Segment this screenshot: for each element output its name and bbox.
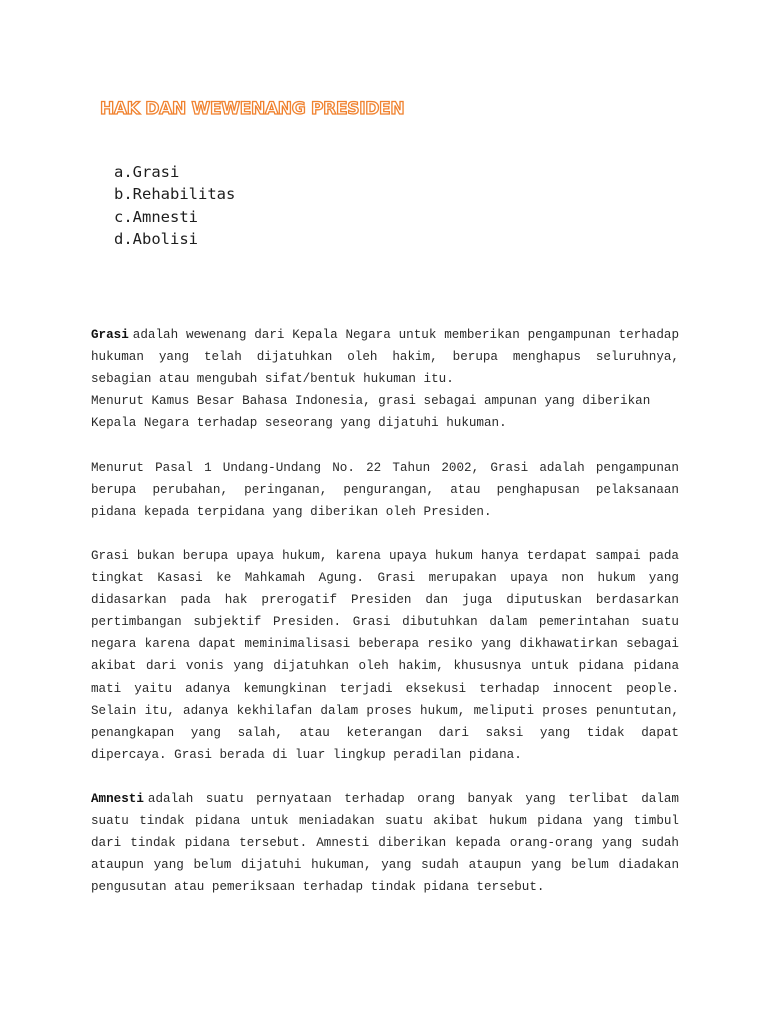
body-text (91, 324, 679, 898)
document-title: HAK DAN WEWENANG PRESIDEN (100, 99, 405, 119)
list-item: d.Abolisi (114, 229, 198, 248)
grasi-explanation-paragraph: Grasi bukan berupa upaya hukum, karena upaya hukum hanya terdapat sampai pada tingkat Kasasi ke Mahkamah Agung. Grasi merupakan upaya non hukum yang didasarkan pada hak prerogatif Presiden dan juga diputuskan berdasarkan pertimbangan subjektif Presiden. Grasi dibutuhkan dalam pemerintahan suatu negara karena dapat meminimalisasi beberapa resiko yang dikhawatirkan sebagai akibat dari vonis yang dijatuhkan oleh hakim, khususnya untuk pidana pidana mati yaitu adanya kemungkinan terjadi eksekusi terhadap innocent people. Selain itu, adanya kekhilafan dalam proses hukum, meliputi proses penuntutan, penangkapan yang salah, atau keterangan dari saksi yang tidak dapat dipercaya. Grasi berada di luar lingkup peradilan pidana. (91, 548, 679, 762)
amnesti-definition-text: adalah suatu pernyataan terhadap orang banyak yang terlibat dalam suatu tindak pidana untuk meniadakan suatu akibat hukum pidana yang timbul dari tindak pidana tersebut. Amnesti diberikan kepada orang-orang yang sudah ataupun yang belum dijatuhi hukuman, yang sudah ataupun yang belum diadakan pengusutan atau pemeriksaan terhadap tindak pidana tersebut. (91, 791, 679, 895)
grasi-definition-paragraph (91, 324, 679, 390)
amnesti-term: Amnesti (91, 791, 144, 806)
list-item: c.Amnesti (114, 207, 198, 226)
pasal-paragraph: Menurut Pasal 1 Undang-Undang No. 22 Tahun 2002, Grasi adalah pengampunan berupa perubahan, peringanan, pengurangan, atau penghapusan pelaksanaan pidana kepada terpidana yang diberikan oleh Presiden. (91, 460, 679, 519)
rights-list (114, 161, 235, 250)
list-item: a.Grasi (114, 163, 180, 181)
kbbi-paragraph: Menurut Kamus Besar Bahasa Indonesia, grasi sebagai ampunan yang diberikan Kepala Negara terhadap seseorang yang dijatuhi hukuman. (91, 394, 651, 431)
grasi-definition-text: adalah wewenang dari Kepala Negara untuk memberikan pengampunan terhadap hukuman yang telah dijatuhkan oleh hakim, berupa menghapus seluruhnya, sebagian atau mengubah sifat/bentuk hukuman itu. (91, 328, 679, 387)
grasi-term: Grasi (91, 328, 129, 342)
amnesti-definition-paragraph (91, 788, 679, 898)
list-item: b.Rehabilitas (114, 185, 236, 204)
